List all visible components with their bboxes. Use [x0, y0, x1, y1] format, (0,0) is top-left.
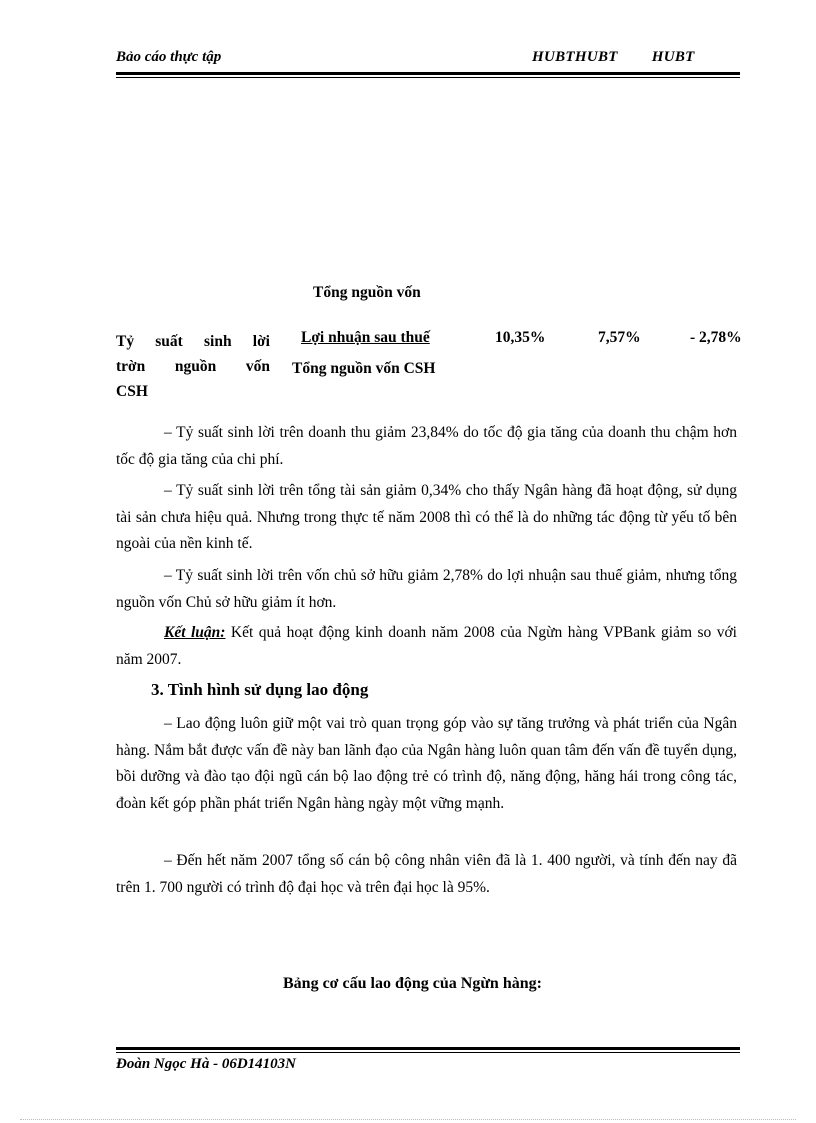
conclusion-label: Kết luận: — [164, 624, 226, 641]
page-bottom-dotted-line — [20, 1119, 796, 1120]
page-header — [116, 49, 740, 71]
ratio-value-2008: 7,57% — [598, 329, 641, 346]
ratio-label-line2: trờn nguồn vốn — [116, 358, 270, 375]
header-school — [532, 49, 695, 66]
ratio-label-line1: Tỷ suất sinh lời — [116, 333, 270, 350]
header-rule-thin — [116, 77, 740, 78]
paragraph-conclusion — [116, 620, 737, 673]
labor-table-title: Bảng cơ cấu lao động của Ngừn hàng: — [283, 975, 542, 992]
paragraph-staff-count: – Đến hết năm 2007 tổng số cán bộ công nhân viên đã là 1. 400 người, và tính đến nay đã trên 1. 700 người có trình độ đại học và trên đại học là 95%. — [116, 852, 737, 896]
paragraph-equity-ratio: – Tỷ suất sinh lời trên vốn chủ sở hữu giảm 2,78% do lợi nhuận sau thuế giảm, nhưng tổng nguồn vốn Chủ sở hữu giảm ít hơn. — [116, 567, 737, 611]
header-school-a: HUBTHUBT — [532, 49, 618, 65]
footer-author: Đoàn Ngọc Hà - 06D14103N — [116, 1056, 296, 1072]
footer-rule-thin — [116, 1052, 740, 1053]
ratio-label-line3: CSH — [116, 383, 148, 400]
conclusion-text: Kết quả hoạt động kinh doanh năm 2008 của Ngừn hàng VPBank giảm so với năm 2007. — [116, 624, 737, 668]
ratio-row-label — [116, 329, 270, 404]
ratio-value-2007: 10,35% — [495, 329, 546, 346]
ratio-denominator: Tổng nguồn vốn CSH — [292, 360, 436, 377]
paragraph-asset-ratio: – Tỷ suất sinh lời trên tổng tài sản giảm 0,34% cho thấy Ngân hàng đã hoạt động, sử dụng tài sản chưa hiệu quả. Nhưng trong thực tế năm 2008 thì có thể là do những tác động từ yếu tố bên ngoài của nền kinh tế. — [116, 482, 737, 552]
header-rule-thick — [116, 72, 740, 75]
paragraph-labor-role: – Lao động luôn giữ một vai trò quan trọng góp vào sự tăng trưởng và phát triển của Ngân hàng. Nắm bắt được vấn đề này ban lãnh đạo của Ngân hàng luôn quan tâm đến vấn đề tuyển dụng, bồi dưỡng và đào tạo đội ngũ cán bộ lao động trẻ có trình độ, năng động, hăng hái trong công tác, đoàn kết góp phần phát triển Ngân hàng ngày một vững mạnh. — [116, 715, 737, 812]
header-school-b: HUBT — [651, 49, 695, 65]
section-heading: 3. Tình hình sử dụng lao động — [151, 680, 369, 699]
prev-row-denominator: Tổng nguồn vốn — [313, 284, 421, 301]
header-title: Bảo cáo thực tập — [116, 49, 222, 65]
ratio-change: - 2,78% — [690, 329, 742, 346]
paragraph-revenue-ratio: – Tỷ suất sinh lời trên doanh thu giảm 23,84% do tốc độ gia tăng của doanh thu chậm hơn tốc độ gia tăng của chi phí. — [116, 424, 737, 468]
footer-rule-thick — [116, 1047, 740, 1050]
ratio-numerator: Lợi nhuận sau thuế — [301, 329, 430, 346]
